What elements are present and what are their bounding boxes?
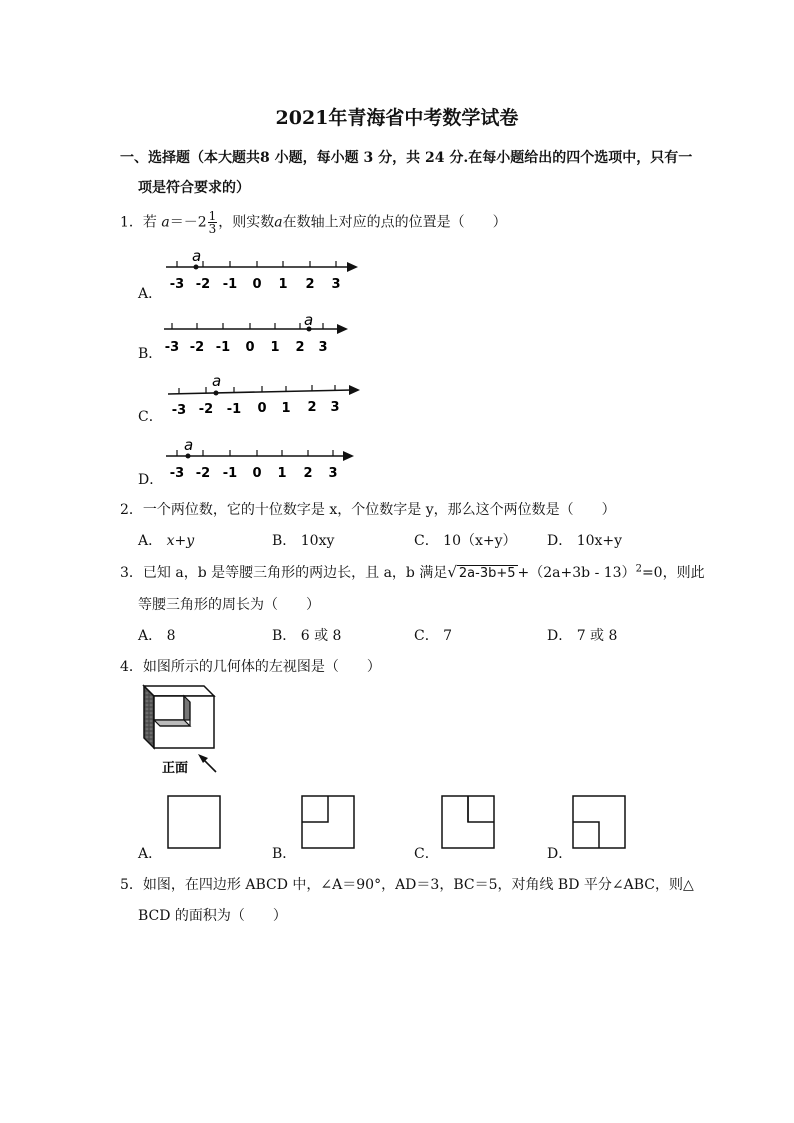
- option-text: 8: [166, 628, 176, 644]
- question-2-number: 2．: [120, 502, 143, 518]
- svg-text:2: 2: [307, 400, 317, 415]
- svg-text:-3: -3: [164, 340, 180, 355]
- option-b-figure: [300, 794, 356, 852]
- point-a-label: a: [184, 436, 194, 454]
- question-4-stem: [120, 656, 381, 676]
- svg-text:3: 3: [331, 277, 341, 292]
- point-a-marker: [186, 454, 191, 459]
- section-heading-line1: 一、选择题（本大题共8 小题，每小题 3 分，共 24 分.在每小题给出的四个选项中，只有一: [120, 150, 693, 166]
- front-label: 正面: [162, 761, 189, 776]
- option-letter: D．: [547, 628, 573, 644]
- svg-text:1: 1: [281, 401, 291, 416]
- option-text: 7: [443, 628, 453, 644]
- svg-text:-1: -1: [215, 340, 231, 355]
- option-text: 7 或 8: [576, 628, 618, 644]
- question-1-eq: ＝－2: [169, 214, 207, 231]
- tick-labels: [170, 466, 338, 481]
- svg-text:3: 3: [328, 466, 338, 481]
- point-a-label: a: [304, 311, 314, 329]
- svg-text:-2: -2: [198, 402, 214, 417]
- question-3-stem: [120, 562, 705, 582]
- solid-figure: [138, 680, 238, 778]
- svg-text:2: 2: [305, 277, 315, 292]
- q1-option-c-letter: C．: [138, 409, 163, 425]
- question-5-text: 如图，在四边形 ABCD 中，∠A＝90°，AD＝3，BC＝5，对角线 BD 平分∠ABC，则△: [142, 877, 694, 893]
- question-4-text: 如图所示的几何体的左视图是（ ）: [142, 659, 381, 675]
- question-1-var: a: [161, 214, 170, 231]
- fraction-numerator: 1: [208, 209, 217, 223]
- page-title: 2021年青海省中考数学试卷: [275, 107, 519, 129]
- question-5-line2: BCD 的面积为（ ）: [138, 908, 287, 924]
- question-5-number: 5．: [120, 877, 143, 893]
- q4-option-c-letter: C．: [414, 846, 439, 862]
- svg-text:0: 0: [252, 466, 262, 481]
- option-letter: C．: [414, 533, 439, 549]
- svg-text:1: 1: [277, 466, 287, 481]
- svg-text:-1: -1: [222, 466, 238, 481]
- radicand: 2a-3b+5: [458, 566, 516, 581]
- q1-option-d-letter: D．: [138, 472, 164, 488]
- question-3-line2: 等腰三角形的周长为（ ）: [138, 597, 320, 613]
- q3-option-d: [547, 625, 617, 645]
- option-d-figure: [571, 794, 627, 852]
- svg-text:-1: -1: [222, 277, 238, 292]
- option-letter: C．: [414, 628, 439, 644]
- q2-option-d: [547, 530, 622, 550]
- q2-option-c: [414, 530, 517, 550]
- svg-text:3: 3: [330, 400, 340, 415]
- svg-text:1: 1: [278, 277, 288, 292]
- question-1-post: ，则实数: [218, 214, 275, 231]
- q4-option-a-letter: A．: [138, 846, 163, 862]
- option-text: 10x+y: [576, 533, 623, 549]
- q1-option-a-letter: A．: [138, 286, 163, 302]
- radical-sign-icon: √: [447, 563, 457, 581]
- question-3-text-a: 已知 a，b 是等腰三角形的两边长，且 a，b 满足: [142, 565, 448, 581]
- question-2-text: 一个两位数，它的十位数字是 x，个位数字是 y，那么这个两位数是（ ）: [142, 502, 616, 518]
- option-letter: B．: [272, 628, 297, 644]
- svg-text:-3: -3: [171, 403, 187, 418]
- number-line-c: [160, 368, 370, 420]
- question-1-number: 1．: [120, 214, 143, 231]
- number-line-b: [160, 306, 360, 356]
- option-text: 10xy: [300, 533, 335, 549]
- fraction-denominator: 3: [208, 222, 217, 236]
- svg-text:2: 2: [303, 466, 313, 481]
- question-1-var-2: a: [274, 214, 283, 231]
- option-letter: A．: [138, 533, 163, 549]
- svg-text:0: 0: [245, 340, 255, 355]
- q4-option-b-letter: B．: [272, 846, 297, 862]
- number-line-d: [160, 432, 370, 482]
- tick-labels: [170, 277, 341, 292]
- svg-text:-2: -2: [195, 277, 211, 292]
- option-text: 6 或 8: [300, 628, 342, 644]
- svg-text:0: 0: [252, 277, 262, 292]
- svg-text:0: 0: [257, 401, 267, 416]
- q3-option-c: [414, 625, 452, 645]
- q2-option-b: [272, 530, 334, 550]
- option-text: 10（x+y）: [443, 533, 517, 549]
- option-c-figure: [440, 794, 496, 852]
- svg-text:1: 1: [270, 340, 280, 355]
- question-5-stem: [120, 874, 694, 894]
- q3-option-b: [272, 625, 341, 645]
- option-text: x+y: [166, 533, 195, 549]
- q3-option-a: [138, 625, 176, 645]
- point-a-marker: [194, 265, 199, 270]
- question-3-text-b: +（2a+3b - 13）: [517, 565, 636, 581]
- q1-option-b-letter: B．: [138, 346, 163, 362]
- svg-text:-2: -2: [189, 340, 205, 355]
- question-1-post2: 在数轴上对应的点的位置是（ ）: [282, 214, 507, 231]
- question-3-number: 3．: [120, 565, 143, 581]
- tick-labels: [165, 340, 328, 355]
- question-4-number: 4．: [120, 659, 143, 675]
- q2-option-a: [138, 530, 194, 550]
- question-1-stem: [120, 210, 507, 235]
- svg-text:3: 3: [318, 340, 328, 355]
- mixed-fraction: [208, 210, 218, 235]
- q4-option-d-letter: D．: [547, 846, 573, 862]
- question-1-pre: 若: [142, 214, 162, 231]
- number-line-a: [160, 244, 370, 294]
- svg-text:-3: -3: [169, 277, 185, 292]
- svg-text:2: 2: [295, 340, 305, 355]
- svg-text:-2: -2: [195, 466, 211, 481]
- svg-text:-1: -1: [226, 402, 242, 417]
- question-3-text-c: =0，则此: [641, 565, 705, 581]
- option-a-figure: [166, 794, 222, 852]
- point-a-label: a: [192, 247, 202, 265]
- point-a-marker: [214, 391, 219, 396]
- option-letter: B．: [272, 533, 297, 549]
- question-2-stem: [120, 499, 616, 519]
- tick-labels: [172, 400, 340, 418]
- exponent: 2: [635, 563, 642, 575]
- svg-text:-3: -3: [169, 466, 185, 481]
- option-letter: D．: [547, 533, 573, 549]
- section-heading-line2: 项是符合要求的）: [138, 180, 250, 196]
- option-letter: A．: [138, 628, 163, 644]
- point-a-label: a: [212, 372, 222, 390]
